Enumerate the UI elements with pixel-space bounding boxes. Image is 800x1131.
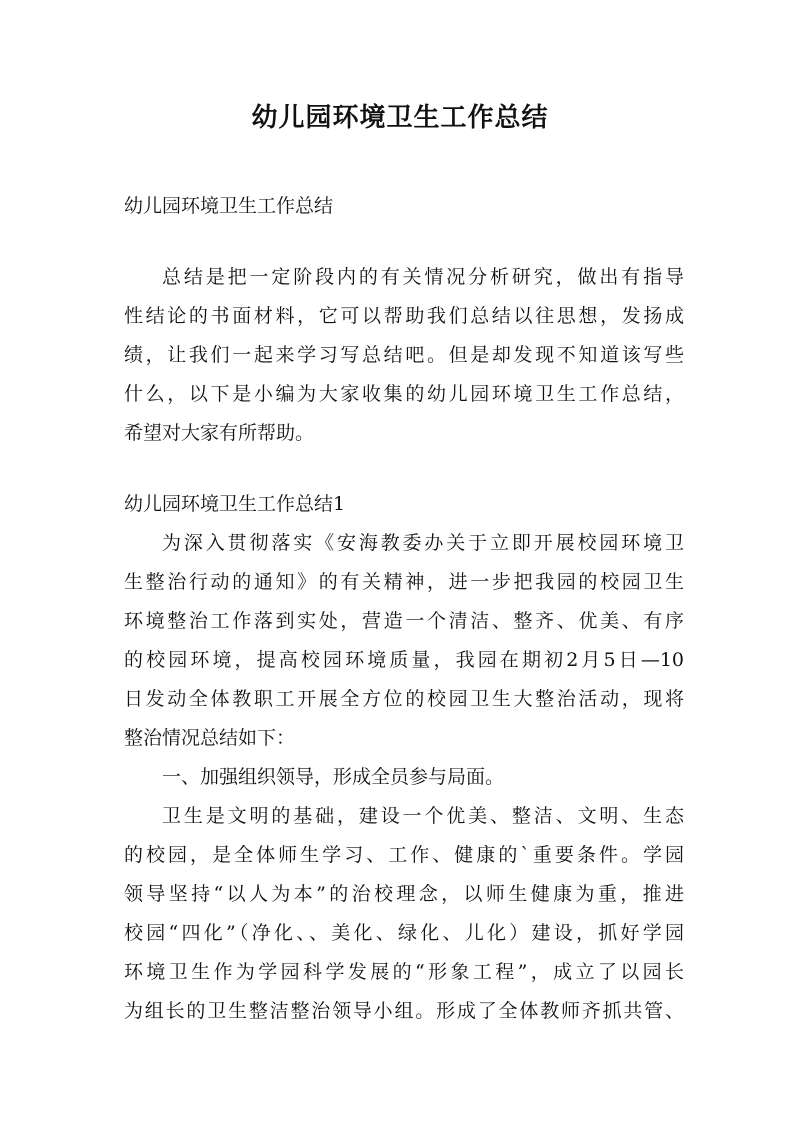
intro-line: 性结论的书面材料，它可以帮助我们总结以往思想，发扬成 <box>124 305 684 327</box>
document-title: 幼儿园环境卫生工作总结 <box>251 103 549 133</box>
paragraph-line: 为深入贯彻落实《安海教委办关于立即开展校园环境卫 <box>162 532 684 554</box>
paragraph-line: 卫生是文明的基础，建设一个优美、整洁、文明、生态 <box>162 805 684 827</box>
paragraph-line: 生整治行动的通知》的有关精神，进一步把我园的校园卫生 <box>124 571 684 593</box>
paragraph-line: 日发动全体教职工开展全方位的校园卫生大整治活动，现将 <box>124 688 684 710</box>
section-heading: 幼儿园环境卫生工作总结1 <box>124 493 346 515</box>
point-heading: 一、加强组织领导，形成全员参与局面。 <box>162 766 505 788</box>
paragraph-line: 领导坚持“以人为本”的治校理念，以师生健康为重，推进 <box>124 883 684 905</box>
paragraph-line: 的校园环境，提高校园环境质量，我园在期初2月5日—10 <box>124 649 684 671</box>
paragraph-line: 的校园，是全体师生学习、工作、健康的`重要条件。学园 <box>124 844 684 866</box>
intro-line: 什么，以下是小编为大家收集的幼儿园环境卫生工作总结， <box>124 383 684 405</box>
subtitle: 幼儿园环境卫生工作总结 <box>124 195 334 217</box>
paragraph-line: 整治情况总结如下： <box>124 727 296 749</box>
intro-line: 希望对大家有所帮助。 <box>124 422 315 444</box>
intro-line: 总结是把一定阶段内的有关情况分析研究，做出有指导 <box>162 266 684 288</box>
intro-line: 绩，让我们一起来学习写总结吧。但是却发现不知道该写些 <box>124 344 684 366</box>
paragraph-line: 为组长的卫生整洁整治领导小组。形成了全体教师齐抓共管、 <box>124 1000 684 1022</box>
paragraph-line: 校园“四化”（净化、、美化、绿化、儿化）建设，抓好学园 <box>124 922 684 944</box>
paragraph-line: 环境卫生作为学园科学发展的“形象工程”，成立了以园长 <box>124 961 684 983</box>
paragraph-line: 环境整治工作落到实处，营造一个清洁、整齐、优美、有序 <box>124 610 684 632</box>
